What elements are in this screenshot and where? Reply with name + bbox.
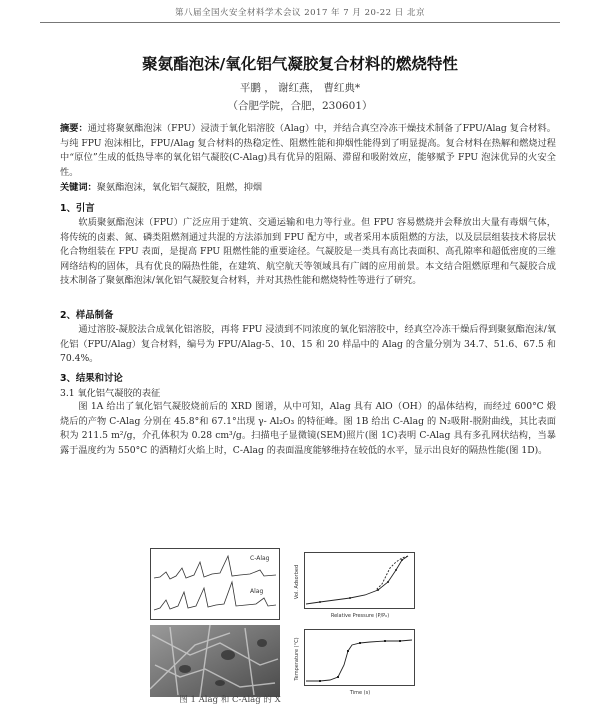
- figure-caption: 图 1 Alag 和 C-Alag 的 X: [179, 695, 281, 705]
- results-heading: 3、结果和讨论: [60, 373, 123, 384]
- temp-frame: [305, 630, 415, 686]
- prep-heading: 2、样品制备: [60, 310, 114, 321]
- sem-background: [150, 625, 280, 697]
- abstract-text: 通过将聚氨酯泡沫（FPU）浸渍于氧化铝溶胶（Alag）中，并结合真空冷冻干燥技术制备了FPU/Alag 复合材料。与纯 FPU 泡沫相比，FPU/Alag 复合材料的热稳定性、阻燃性能和抑烟性能得到了明显提高。复合材料在热解和燃烧过程中“原位”生成的低热导率的氧化铝气凝胶(C-Alag)具有优异的阻隔、滞留和吸附效应，能够赋予 FPU 泡沫优异的火安全性。: [60, 123, 556, 178]
- n2-ylabel: Vol. Adsorbed: [294, 564, 300, 600]
- running-header: 第八届全国火安全材料学术会议 2017 年 7 月 20-22 日 北京: [40, 4, 560, 23]
- xrd-legend-top: C-Alag: [250, 555, 270, 562]
- figure-1d-temperature: [290, 625, 420, 697]
- prep-paragraph: 通过溶胶-凝胶法合成氧化铝溶胶，再将 FPU 浸渍到不同浓度的氧化铝溶胶中，经真空冷冻干燥后得到聚氨酯泡沫/氧化铝（FPU/Alag）复合材料，编号为 FPU/Alag-5、10、15 和 20 样品中的 Alag 的含量分别为 34.7、51.6、67.5 和 70.4%。: [60, 324, 556, 365]
- xrd-legend-bottom: Alag: [250, 588, 264, 595]
- figure-1c-sem-image: [150, 625, 280, 697]
- figure-1a-xrd: [150, 548, 280, 620]
- results-paragraph: 图 1A 给出了氧化铝气凝胶烧前后的 XRD 图谱，从中可知，Alag 具有 AlO（OH）的晶体结构，而经过 600°C 煅烧后的产物 C-Alag 分别在 45.8°和 67.1°出现 γ- Al₂O₃ 的特征峰。图 1B 给出 C-Alag 的 N₂吸附-脱附曲线，其比表面积为 211.5 m²/g，介孔体积为 0.28 cm³/g。扫描电子显微镜(SEM)照片(图 1C)表明 C-Alag 具有多孔网状结构，当暴露于温度约为 550°C 的酒精灯火焰上时，C-Alag 的表面温度能够维持在较低的水平，显示出良好的隔热性能(图 1D)。: [60, 401, 556, 456]
- keywords: [60, 181, 556, 196]
- temp-xlabel: Time (s): [349, 690, 371, 696]
- intro-heading: 1、引言: [60, 203, 95, 214]
- author-list: 平鹏 ， 谢红燕， 曹红典*: [239, 82, 361, 94]
- figure-1b-n2-isotherm: [290, 548, 420, 620]
- keywords-label: 关键词：: [60, 182, 97, 193]
- abstract-label: 摘要：: [60, 123, 88, 134]
- keywords-text: 聚氨酯泡沫，氧化铝气凝胶，阻燃，抑烟: [96, 182, 263, 193]
- subsection-3-1: 3.1 氧化铝气凝胶的表征: [60, 388, 161, 399]
- affiliation: （合肥学院，合肥，230601）: [227, 100, 373, 112]
- intro-paragraph: 软质聚氨酯泡沫（FPU）广泛应用于建筑、交通运输和电力等行业。但 FPU 容易燃烧并会释放出大量有毒烟气体，将传统的卤素、氮、磷类阻燃剂通过共混的方法添加到 FPU 配方中，或者采用本质阻燃的方法，以及层层组装技术将层状化合物组装在 FPU 表面，是提高 FPU 阻燃性能的重要途径。气凝胶是一类具有高比表面积、高孔隙率和超低密度的三维网络结构的固体，具有优良的隔热性能，在建筑、航空航天等领域具有广阔的应用前景。本文结合阻燃原理和气凝胶合成技术制备了聚氨酯泡沫/氧化铝气凝胶复合材料，并对其热性能和燃烧特性等进行了研究。: [60, 217, 556, 287]
- abstract: [60, 122, 556, 180]
- paper-title: 聚氨酯泡沫/氧化铝气凝胶复合材料的燃烧特性: [142, 55, 458, 73]
- n2-xlabel: Relative Pressure (P/P₀): [330, 613, 390, 619]
- temp-ylabel: Temperature (°C): [294, 637, 300, 681]
